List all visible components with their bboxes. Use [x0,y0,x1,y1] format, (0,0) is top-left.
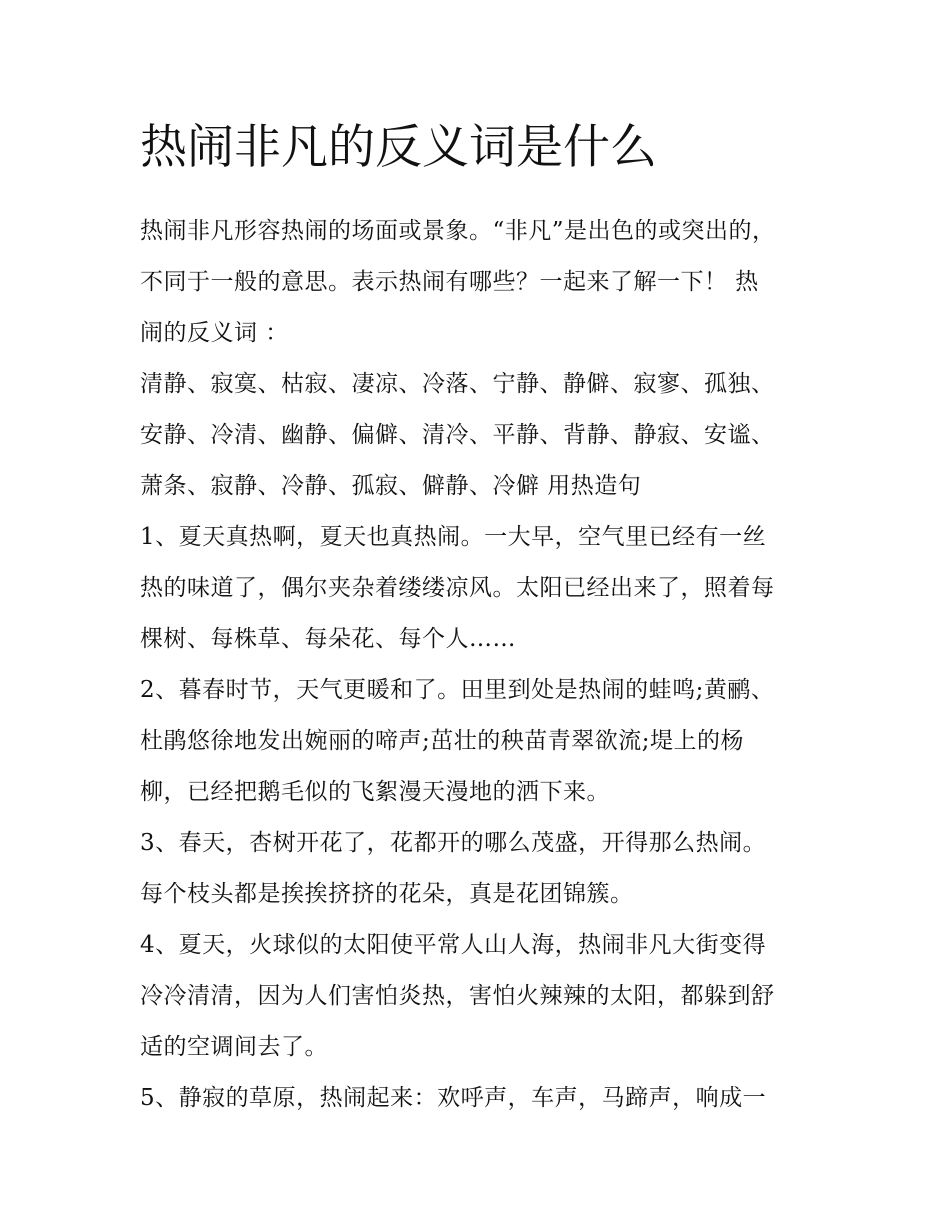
text-line: 萧条、寂静、冷静、孤寂、僻静、冷僻 用热造句 [140,473,642,499]
document-body [140,206,820,1124]
text-line: 每个枝头都是挨挨挤挤的花朵，真是花团锦簇。 [140,881,634,907]
text-line: 闹的反义词 ： [140,320,289,346]
text-line: 杜鹃悠徐地发出婉丽的啼声;茁壮的秧苗青翠欲流;堤上的杨 [140,728,744,754]
text-line: 热闹非凡形容热闹的场面或景象。“非凡”是出色的或突出的， [140,218,776,244]
text-line: 冷冷清清，因为人们害怕炎热，害怕火辣辣的太阳，都躲到舒 [140,983,775,1009]
text-line: 2、暮春时节，天气更暖和了。田里到处是热闹的蛙鸣;黄鹂、 [140,677,775,703]
text-line: 适的空调间去了。 [140,1034,328,1060]
text-line: 3、春天，杏树开花了，花都开的哪么茂盛，开得那么热闹。 [140,830,767,856]
text-line: 4、夏天，火球似的太阳使平常人山人海，热闹非凡大街变得 [140,932,767,958]
text-line: 柳，已经把鹅毛似的飞絮漫天漫地的洒下来。 [140,779,610,805]
document-title: 热闹非凡的反义词是什么 [140,120,657,175]
text-line: 棵树、每株草、每朵花、每个人…… [140,626,516,652]
text-line: 不同于一般的意思。表示热闹有哪些？一起来了解一下！ 热 [140,269,759,295]
text-line: 安静、冷清、幽静、偏僻、清冷、平静、背静、静寂、安谧、 [140,422,775,448]
text-line: 清静、寂寞、枯寂、凄凉、冷落、宁静、静僻、寂寥、孤独、 [140,371,775,397]
document-page [140,112,820,1124]
text-line: 5、静寂的草原，热闹起来：欢呼声，车声，马蹄声，响成一 [140,1085,767,1111]
text-line: 热的味道了，偶尔夹杂着缕缕凉风。太阳已经出来了，照着每 [140,575,775,601]
text-line: 1、夏天真热啊，夏天也真热闹。一大早，空气里已经有一丝 [140,524,767,550]
